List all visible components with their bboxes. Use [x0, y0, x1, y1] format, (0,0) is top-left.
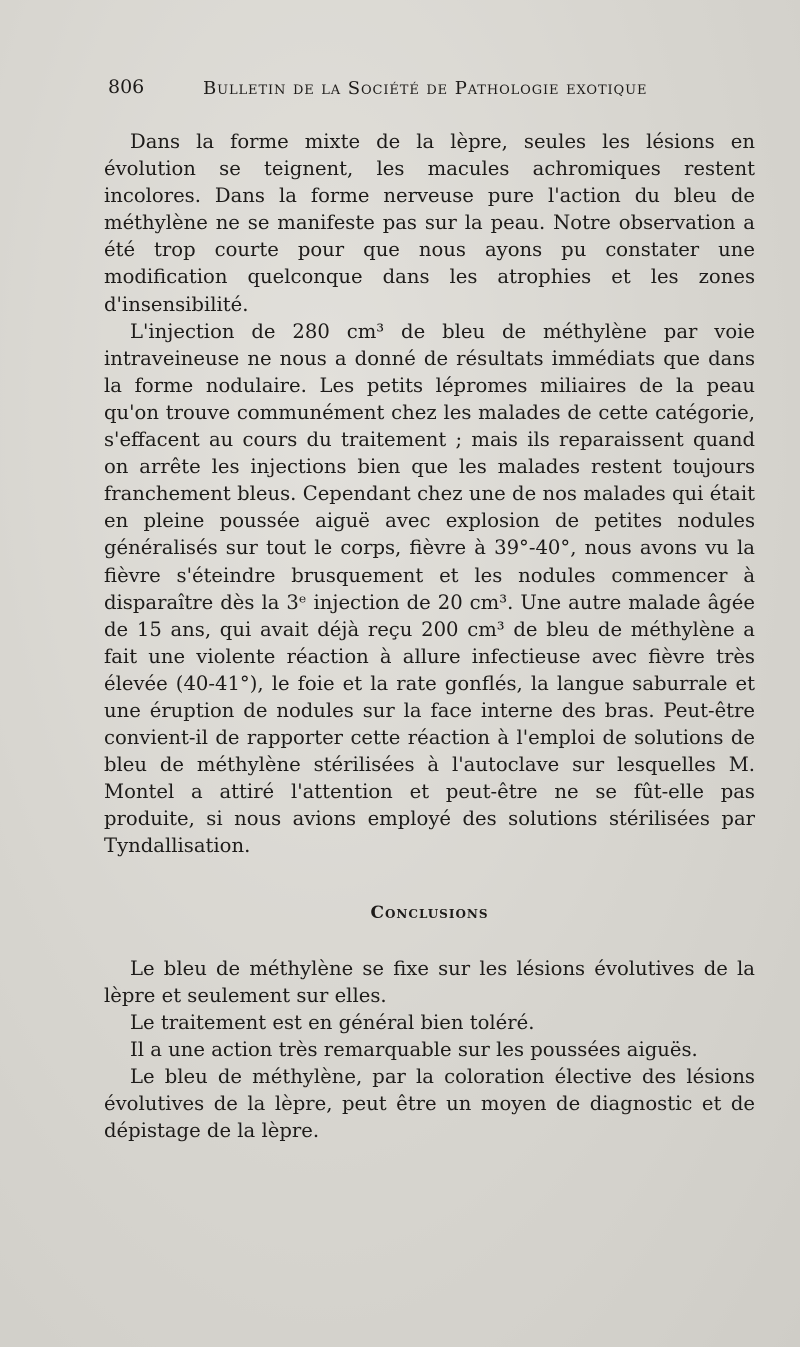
page-number: 806: [108, 76, 145, 98]
conclusion-paragraph: Le traitement est en général bien toléré.: [130, 1010, 535, 1034]
body-paragraph: Dans la forme mixte de la lèpre, seules les lésions en évolution se teignent, les macules achromiques restent incolores. Dans la forme nerveuse pure l'action du bleu de méthylène ne se manifeste pas sur la peau. Notre observation a été trop courte pour que nous ayons pu constater une modification quelconque dans les atrophies et les zones d'insensibilité.: [104, 130, 755, 316]
section-heading-conclusions: Conclusions: [370, 902, 489, 923]
journal-title: Bulletin de la Société de Pathologie exotique: [203, 78, 648, 99]
conclusion-paragraph: Il a une action très remarquable sur les poussées aiguës.: [130, 1037, 698, 1061]
body-paragraph: L'injection de 280 cm³ de bleu de méthylène par voie intraveineuse ne nous a donné de résultats immédiats que dans la forme nodulaire. Les petits lépromes miliaires de la peau qu'on trouve communément chez les malades de cette catégorie, s'effacent au cours du traitement ; mais ils reparaissent quand on arrête les injections bien que les malades restent toujours franchement bleus. Cependant chez une de nos malades qui était en pleine poussée aiguë avec explosion de petites nodules généralisés sur tout le corps, fièvre à 39°-40°, nous avons vu la fièvre s'éteindre brusquement et les nodules commencer à disparaître dès la 3ᵉ injection de 20 cm³. Une autre malade âgée de 15 ans, qui avait déjà reçu 200 cm³ de bleu de méthylène a fait une violente réaction à allure infectieuse avec fièvre très élevée (40-41°), le foie et la rate gonflés, la langue saburrale et une éruption de nodules sur la face interne des bras. Peut-être convient-il de rapporter cette réaction à l'emploi de solutions de bleu de méthylène stérilisées à l'autoclave sur lesquelles M. Montel a attiré l'attention et peut-être ne se fût-elle pas produite, si nous avions employé des solutions stérilisées par Tyndallisation.: [104, 319, 755, 858]
conclusion-paragraph: Le bleu de méthylène, par la coloration élective des lésions évolutives de la lèpre, peut être un moyen de diagnostic et de dépistage de la lèpre.: [104, 1065, 755, 1143]
article-body: [104, 128, 755, 1144]
running-header: [108, 76, 754, 106]
conclusion-paragraph: Le bleu de méthylène se fixe sur les lésions évolutives de la lèpre et seulement sur elles.: [104, 956, 755, 1007]
